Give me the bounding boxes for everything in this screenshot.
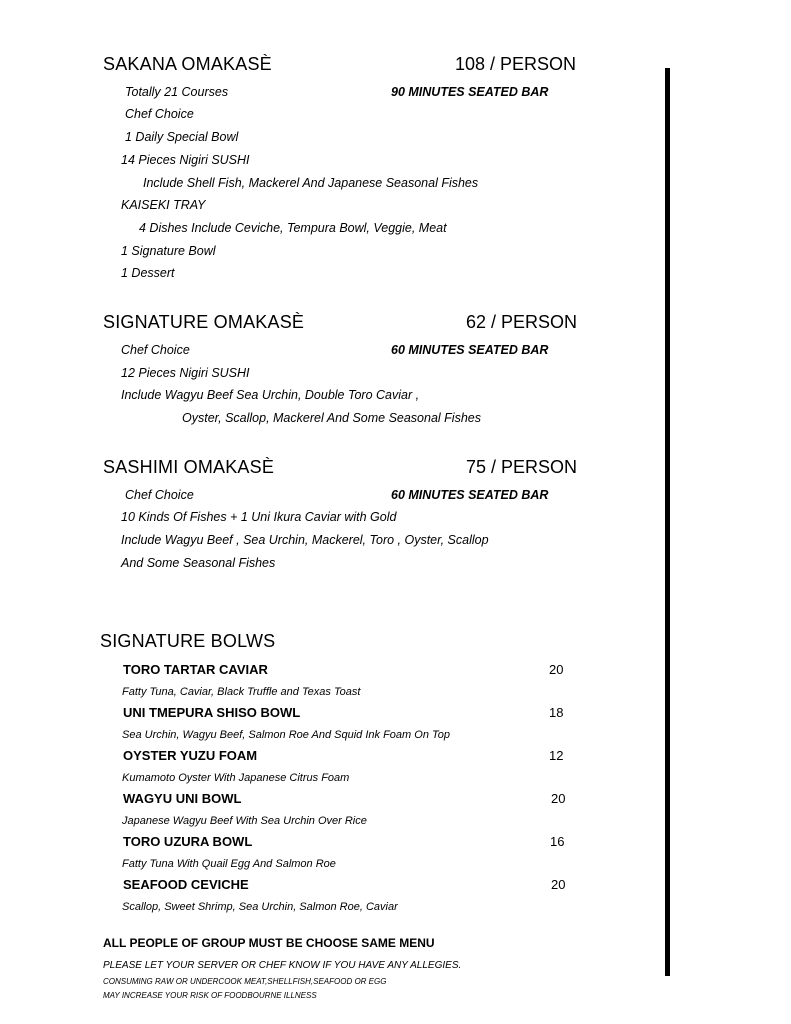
sakana-duration: 90 MINUTES SEATED BAR (391, 85, 549, 99)
menu-line: Totally 21 Courses (125, 85, 229, 99)
menu-line: Include Shell Fish, Mackerel And Japanese Seasonal Fishes (143, 176, 479, 190)
menu-line: Chef Choice (125, 107, 194, 121)
bowl-name: OYSTER YUZU FOAM (123, 748, 258, 763)
bowl-desc: Kumamoto Oyster With Japanese Citrus Foam (122, 772, 350, 784)
bowl-price: 20 (551, 877, 566, 892)
bowl-desc: Scallop, Sweet Shrimp, Sea Urchin, Salmon Roe, Caviar (122, 901, 398, 913)
bowl-desc: Japanese Wagyu Beef With Sea Urchin Over Rice (122, 815, 367, 827)
menu-line: 10 Kinds Of Fishes + 1 Uni Ikura Caviar with Gold (121, 510, 397, 524)
raw-warning-line-1: CONSUMING RAW OR UNDERCOOK MEAT,SHELLFISH,SEAFOOD OR EGG (103, 977, 387, 986)
signature-duration: 60 MINUTES SEATED BAR (391, 343, 549, 357)
bowl-desc: Fatty Tuna, Caviar, Black Truffle and Texas Toast (122, 686, 361, 698)
signature-price: 62 / PERSON (466, 312, 578, 332)
allergy-notice: PLEASE LET YOUR SERVER OR CHEF KNOW IF YOU HAVE ANY ALLEGIES. (103, 960, 462, 971)
bowl-name: UNI TMEPURA SHISO BOWL (123, 705, 301, 720)
menu-line: 12 Pieces Nigiri SUSHI (121, 366, 250, 380)
menu-line: 14 Pieces Nigiri SUSHI (121, 153, 250, 167)
menu-line: And Some Seasonal Fishes (121, 556, 276, 570)
bowl-name: WAGYU UNI BOWL (123, 791, 242, 806)
signature-title: SIGNATURE OMAKASÈ (103, 312, 305, 332)
sakana-title: SAKANA OMAKASÈ (103, 54, 272, 74)
bowl-name: TORO TARTAR CAVIAR (123, 662, 268, 677)
menu-line: Include Wagyu Beef Sea Urchin, Double Toro Caviar , (121, 388, 420, 402)
bowl-price: 16 (550, 834, 565, 849)
menu-line: 1 Signature Bowl (121, 244, 216, 258)
group-notice: ALL PEOPLE OF GROUP MUST BE CHOOSE SAME MENU (103, 936, 435, 950)
bowl-desc: Fatty Tuna With Quail Egg And Salmon Roe (122, 858, 336, 870)
menu-line: Oyster, Scallop, Mackerel And Some Seasonal Fishes (182, 411, 481, 425)
menu-line: Chef Choice (121, 343, 190, 357)
menu-line: KAISEKI TRAY (121, 198, 206, 212)
menu-line: Chef Choice (125, 488, 194, 502)
menu-line: 4 Dishes Include Ceviche, Tempura Bowl, Veggie, Meat (139, 221, 447, 235)
sakana-price: 108 / PERSON (455, 54, 577, 74)
bowl-price: 20 (551, 791, 566, 806)
bowl-name: SEAFOOD CEVICHE (123, 877, 249, 892)
bowl-name: TORO UZURA BOWL (123, 834, 253, 849)
bowl-price: 20 (549, 662, 564, 677)
bowl-desc: Sea Urchin, Wagyu Beef, Salmon Roe And Squid Ink Foam On Top (122, 729, 450, 741)
raw-warning-line-2: MAY INCREASE YOUR RISK OF FOODBOURNE ILLNESS (103, 991, 317, 1000)
menu-line: 1 Dessert (121, 266, 175, 280)
menu-line: Include Wagyu Beef , Sea Urchin, Mackerel, Toro , Oyster, Scallop (121, 533, 489, 547)
sashimi-price: 75 / PERSON (466, 457, 578, 477)
bowl-price: 12 (549, 748, 564, 763)
sashimi-title: SASHIMI OMAKASÈ (103, 457, 275, 477)
vertical-divider (665, 68, 670, 976)
bowls-title: SIGNATURE BOLWS (100, 631, 276, 651)
bowl-price: 18 (549, 705, 564, 720)
menu-line: 1 Daily Special Bowl (125, 130, 239, 144)
sashimi-duration: 60 MINUTES SEATED BAR (391, 488, 549, 502)
